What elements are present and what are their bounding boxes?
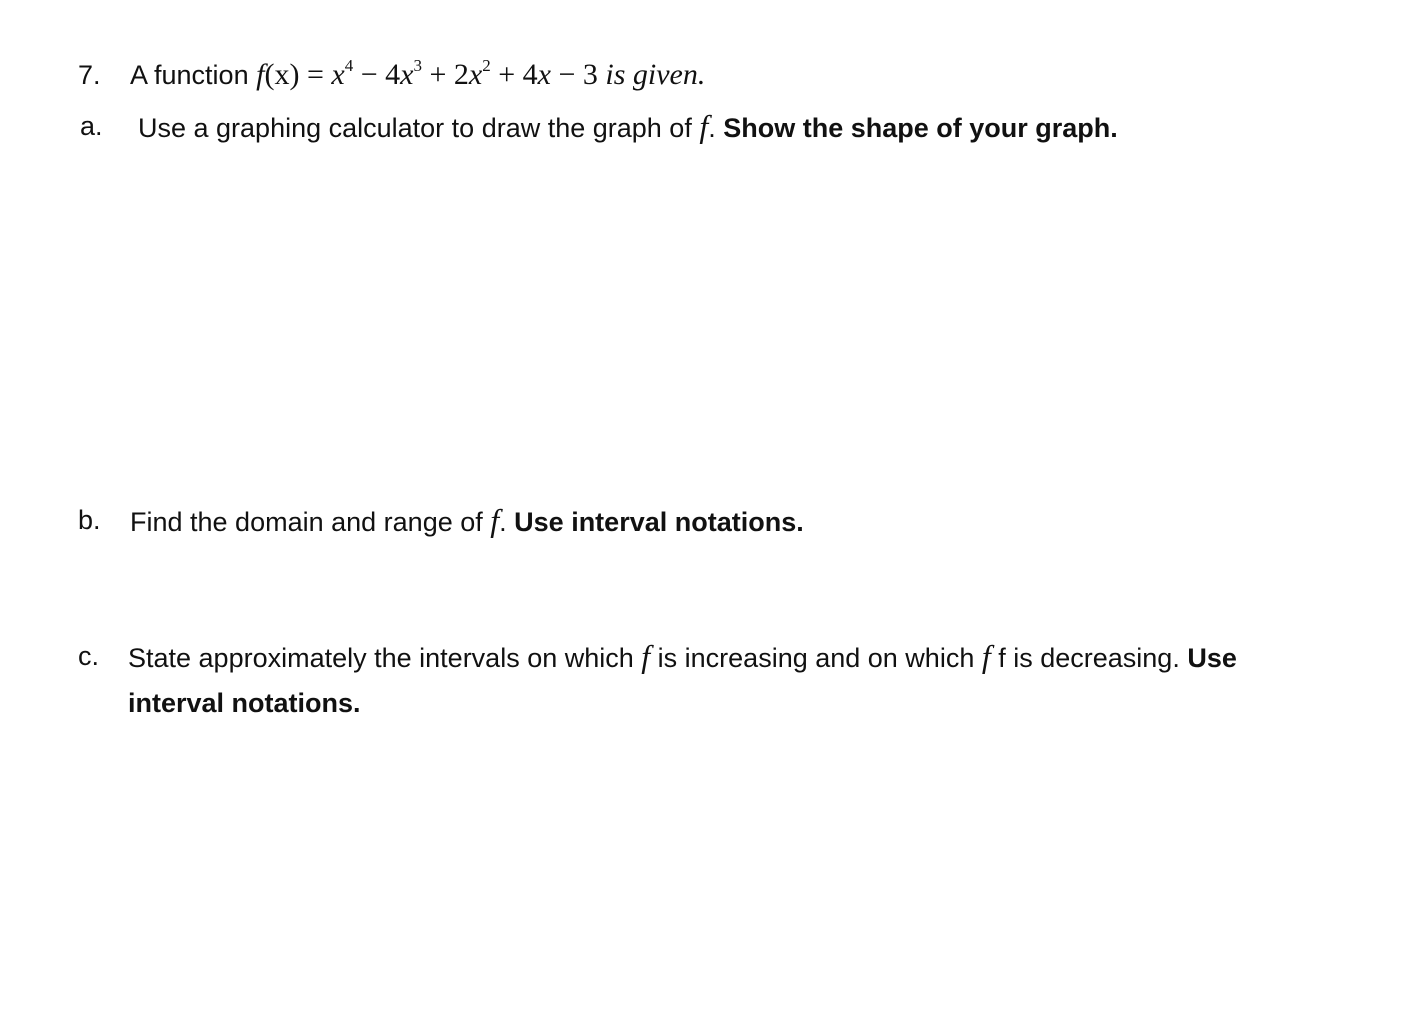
part-c-function-symbol-2: f bbox=[981, 638, 991, 674]
part-c-instruction-1: Use bbox=[1187, 643, 1237, 673]
part-c-prompt-2: is increasing and on which bbox=[650, 643, 982, 673]
operator-3: + 4 bbox=[490, 58, 538, 91]
part-b-function-symbol: f bbox=[490, 502, 500, 538]
operator-1: − 4 bbox=[353, 58, 401, 91]
part-a-instruction: Show the shape of your graph. bbox=[723, 113, 1118, 143]
part-c-prompt-3: f is decreasing. bbox=[990, 643, 1188, 673]
part-b-text bbox=[130, 503, 804, 539]
exponent-3: 3 bbox=[413, 56, 422, 75]
part-a-period: . bbox=[708, 113, 724, 143]
part-b-instruction: Use interval notations. bbox=[514, 507, 804, 537]
constant-term: − 3 bbox=[550, 58, 606, 91]
question-statement bbox=[130, 58, 705, 92]
part-c-text bbox=[128, 639, 1237, 675]
part-a-prompt: Use a graphing calculator to draw the graph of bbox=[138, 113, 700, 143]
part-c-text-line-2 bbox=[128, 686, 361, 720]
part-b-label: b. bbox=[78, 505, 101, 535]
function-argument: (x) bbox=[264, 58, 300, 91]
question-suffix: is given. bbox=[605, 58, 706, 91]
function-equation bbox=[256, 58, 705, 91]
equals-sign: = bbox=[299, 58, 332, 91]
term-x3: x bbox=[400, 58, 414, 91]
part-c-label: c. bbox=[78, 641, 100, 671]
term-x2: x bbox=[468, 58, 483, 91]
part-a-text bbox=[138, 109, 1118, 145]
part-b-prompt: Find the domain and range of bbox=[130, 507, 491, 537]
term-x4: x bbox=[331, 58, 345, 91]
part-c-instruction-2: interval notations. bbox=[128, 688, 361, 718]
question-number: 7. bbox=[78, 60, 101, 90]
exponent-4: 4 bbox=[344, 56, 354, 75]
part-b-period: . bbox=[499, 507, 515, 537]
operator-2: + 2 bbox=[421, 58, 469, 91]
question-intro: A function bbox=[130, 60, 249, 90]
part-a-function-symbol: f bbox=[699, 108, 709, 144]
part-c-prompt-1: State approximately the intervals on which bbox=[128, 643, 642, 673]
part-a-label: a. bbox=[80, 111, 103, 141]
term-x: x bbox=[537, 58, 551, 91]
exponent-2: 2 bbox=[482, 56, 491, 75]
function-name: f bbox=[256, 58, 265, 91]
part-c-function-symbol-1: f bbox=[641, 638, 651, 674]
